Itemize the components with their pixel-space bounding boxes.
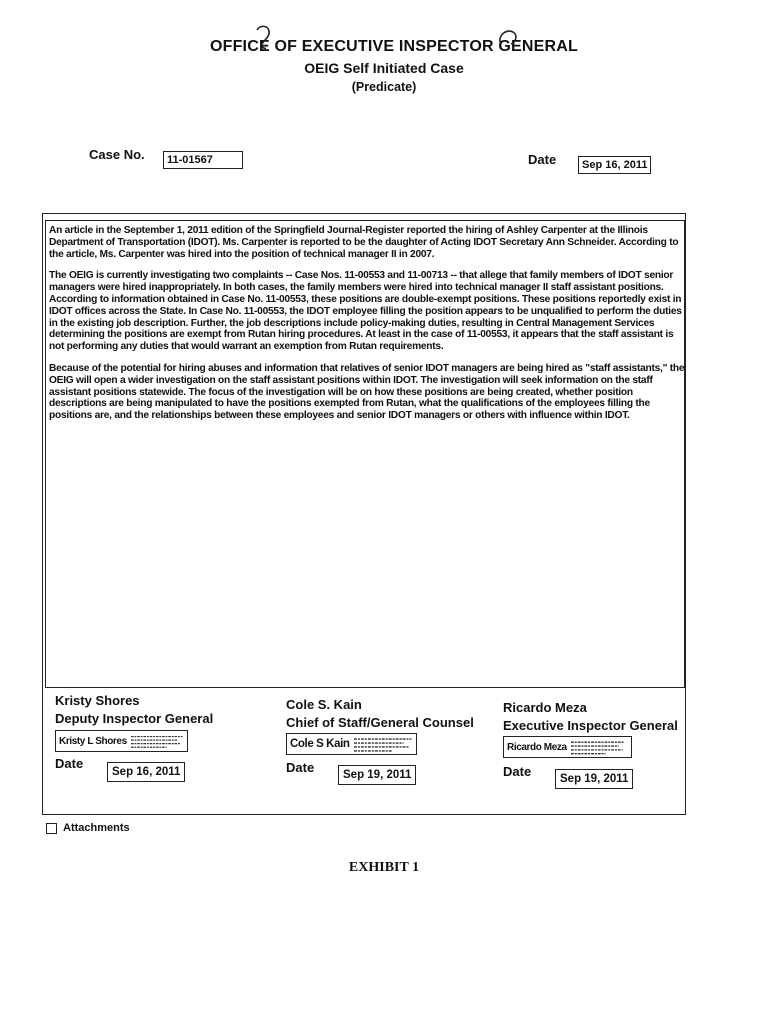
signer-date-label: Date	[55, 756, 84, 771]
signature-block-chief-of-staff	[286, 697, 474, 730]
signature-block-deputy	[55, 693, 213, 726]
case-no-label: Case No.	[89, 147, 145, 162]
signer-date-field: Sep 16, 2011	[107, 762, 185, 782]
exhibit-label: EXHIBIT 1	[348, 860, 420, 875]
signature-field	[55, 730, 188, 752]
narrative-paragraph: Because of the potential for hiring abuses and information that relatives of senior IDOT managers are being hired as "staff assistants," the OEIG will open a wider investigation on the staff assistant positions within IDOT. The investigation will seek information on the staff assistant positions statewide. The focus of the investigation will be on how these positions are being created, whether position descriptions are being manipulated to have the positions exempted from Rutan, what the qualifications of the employees filling the positions are, and the relationships between these employees and senior IDOT managers or others with influence within IDOT.	[49, 362, 685, 422]
electronic-signature: Cole S Kain	[290, 738, 350, 750]
form-title: OEIG Self Initiated Case	[304, 60, 464, 76]
narrative-paragraph: The OEIG is currently investigating two complaints -- Case Nos. 11-00553 and 11-00713 -- that allege that family members of IDOT senior managers were hired inappropriately. In both cases, the family members were hired into technical manager II staff assistant positions. According to information obtained in Case No. 11-00553, these positions are double-exempt positions. These positions reportedly exist in IDOT offices across the State. In Case No. 11-00553, the IDOT employee filling the position appears to be unqualified to perform the duties in the existing job description. Further, the job descriptions include policy-making duties, resulting in Central Management Services determining the positions are exempt from Rutan hiring procedures. At least in the case of 11-00553, it appears that the staff assistant is not performing any duties that would warrant an exemption from Rutan requirements.	[49, 270, 682, 353]
signer-title: Deputy Inspector General	[55, 711, 214, 726]
signature-stamp-icon	[354, 736, 413, 752]
signer-name: Kristy Shores	[55, 693, 140, 708]
signature-stamp-icon	[131, 733, 184, 749]
signer-date-label: Date	[286, 760, 315, 775]
electronic-signature: Ricardo Meza	[507, 741, 567, 753]
signer-date-field: Sep 19, 2011	[338, 765, 416, 785]
signer-title: Executive Inspector General	[503, 718, 678, 733]
case-no-field: 11-01567	[163, 151, 243, 169]
signature-field	[503, 736, 632, 758]
signature-stamp-icon	[571, 739, 628, 755]
narrative-paragraph: An article in the September 1, 2011 edition of the Springfield Journal-Register reported the hiring of Ashley Carpenter at the Illinois Department of Transportation (IDOT). Ms. Carpenter is reported to be the daughter of Acting IDOT Secretary Ann Schneider. According to the article, Ms. Carpenter was hired into the position of technical manager II in 2007.	[49, 225, 679, 260]
case-date-field: Sep 16, 2011	[578, 156, 651, 174]
signature-field	[286, 733, 417, 755]
signer-date-field: Sep 19, 2011	[555, 769, 633, 789]
form-subtitle: (Predicate)	[351, 80, 417, 94]
case-date-label: Date	[528, 152, 557, 167]
signature-block-executive-inspector	[503, 700, 678, 733]
office-title: OFFICE OF EXECUTIVE INSPECTOR GENERAL	[209, 38, 579, 55]
signer-name: Ricardo Meza	[503, 700, 587, 715]
signer-name: Cole S. Kain	[286, 697, 362, 712]
signer-title: Chief of Staff/General Counsel	[286, 715, 474, 730]
narrative-text	[49, 225, 685, 432]
electronic-signature: Kristy L Shores	[59, 735, 127, 747]
signer-date-label: Date	[503, 764, 532, 779]
attachments-checkbox[interactable]	[46, 823, 57, 834]
attachments-label: Attachments	[63, 822, 130, 834]
